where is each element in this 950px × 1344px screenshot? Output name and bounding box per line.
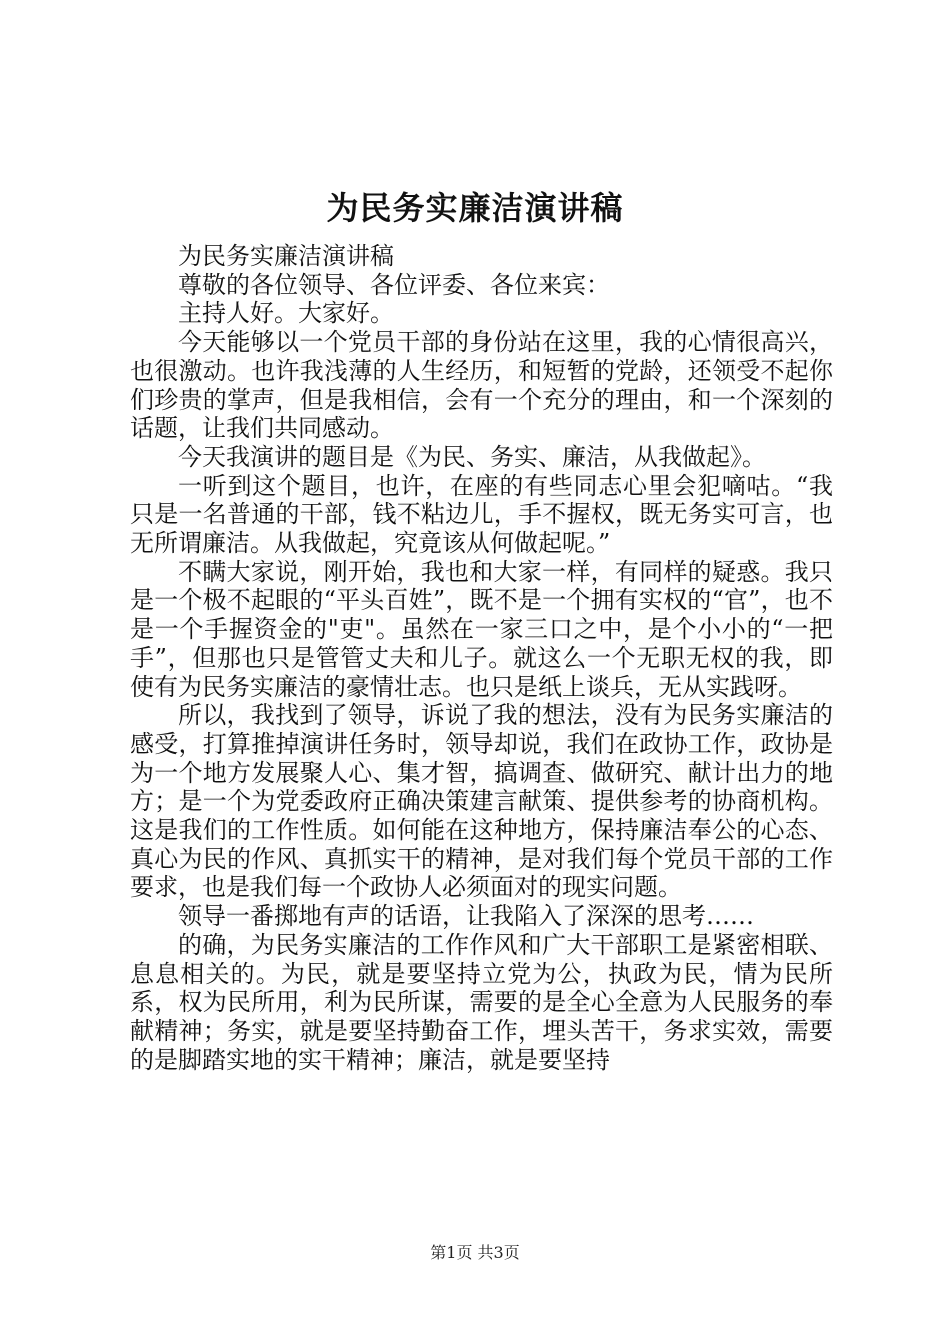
page-number-footer: 第1页 共3页 <box>430 1243 520 1262</box>
paragraph-9: 领导一番掷地有声的话语，让我陷入了深深的思考…… <box>178 902 754 931</box>
paragraph-7: 不瞒大家说，刚开始，我也和大家一样，有同样的疑惑。我只是一个极不起眼的“平头百姓”，既不是一个拥有实权的“官”，也不是一个手握资金的"吏"。虽然在一家三口之中，是个小小的“一把手”，但那也只是管管丈夫和儿子。就这么一个无职无权的我，即使有为民务实廉洁的豪情壮志。也只是纸上谈兵，无从实践呀。 <box>130 557 833 701</box>
paragraph-6: 一听到这个题目，也许，在座的有些同志心里会犯嘀咕。“我只是一名普通的干部，钱不粘边儿，手不握权，既无务实可言，也无所谓廉洁。从我做起，究竟该从何做起呢。” <box>130 471 833 558</box>
document-title: 为民务实廉洁演讲稿 <box>326 189 624 227</box>
document-body <box>130 242 833 1074</box>
paragraph-5: 今天我演讲的题目是《为民、务实、廉洁，从我做起》。 <box>178 442 766 471</box>
paragraph-1: 为民务实廉洁演讲稿 <box>178 242 394 270</box>
paragraph-3: 主持人好。大家好。 <box>178 299 394 328</box>
paragraph-8: 所以，我找到了领导，诉说了我的想法，没有为民务实廉洁的感受，打算推掉演讲任务时，领导却说，我们在政协工作，政协是为一个地方发展聚人心、集才智，搞调查、做研究、献计出力的地方；是一个为党委政府正确决策建言献策、提供参考的协商机构。这是我们的工作性质。如何能在这种地方，保持廉洁奉公的心态、真心为民的作风、真抓实干的精神，是对我们每个党员干部的工作要求，也是我们每一个政协人必须面对的现实问题。 <box>130 701 833 902</box>
paragraph-2: 尊敬的各位领导、各位评委、各位来宾： <box>178 270 610 299</box>
paragraph-4: 今天能够以一个党员干部的身份站在这里，我的心情很高兴，也很激动。也许我浅薄的人生经历，和短暂的党龄，还领受不起你们珍贵的掌声，但是我相信，会有一个充分的理由，和一个深刻的话题，让我们共同感动。 <box>130 328 833 443</box>
paragraph-10: 的确，为民务实廉洁的工作作风和广大干部职工是紧密相联、息息相关的。为民，就是要坚持立党为公，执政为民，情为民所系，权为民所用，利为民所谋，需要的是全心全意为人民服务的奉献精神；务实，就是要坚持勤奋工作，埋头苦干，务求实效，需要的是脚踏实地的实干精神；廉洁，就是要坚持 <box>130 930 833 1074</box>
